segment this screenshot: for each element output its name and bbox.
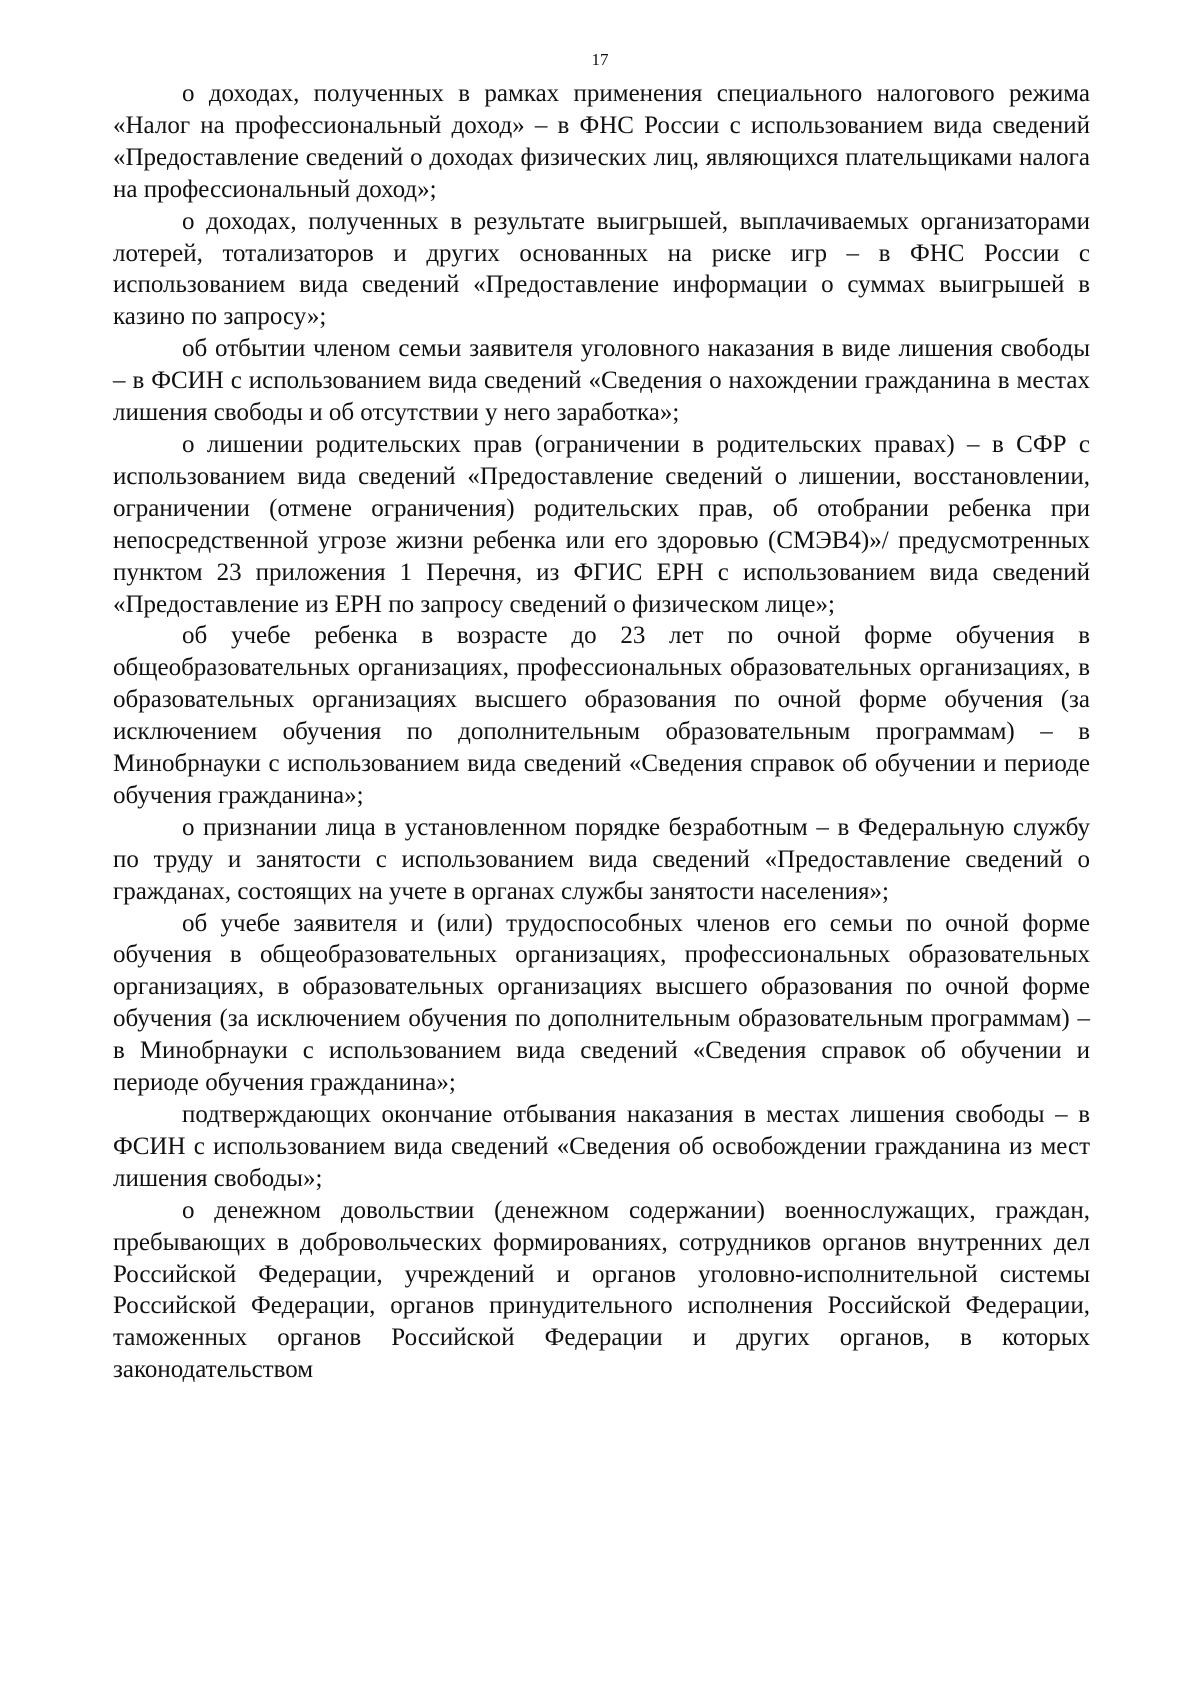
paragraph-child-education: об учебе ребенка в возрасте до 23 лет по очной форме обучения в общеобразовательных организациях, профессиональных образовательных организациях, в образовательных организациях высшего образования по очной форме обучения (за исключением обучения по дополнительным образовательным программам) – в Минобрнауки с использованием вида сведений «Сведения справок об обучении и периоде обучения гражданина»; [113, 622, 1090, 809]
paragraph-parental-rights: о лишении родительских прав (ограничении в родительских правах) – в СФР с использованием вида сведений «Предоставление сведений о лишении, восстановлении, ограничении (отмене ограничения) родительских прав, об отобрании ребенка при непосредственной угрозе жизни ребенка или его здоровью (СМЭВ4)»/ предусмотренных пунктом 23 приложения 1 Перечня, из ФГИС ЕРН с использованием вида сведений «Предоставление из ЕРН по запросу сведений о физическом лице»; [113, 430, 1090, 618]
paragraph-release-from-prison: подтверждающих окончание отбывания наказания в местах лишения свободы – в ФСИН с использованием вида сведений «Сведения об освобождении гражданина из мест лишения свободы»; [113, 1101, 1090, 1192]
paragraph-imprisonment: об отбытии членом семьи заявителя уголовного наказания в виде лишения свободы – в ФСИН с использованием вида сведений «Сведения о нахождении гражданина в местах лишения свободы и об отсутствии у него заработка»; [113, 335, 1090, 427]
paragraph-lottery-winnings: о доходах, полученных в результате выигрышей, выплачиваемых организаторами лотерей, тотализаторов и других основанных на риске игр – в ФНС России с использованием вида сведений «Предоставление информации о суммах выигрышей в казино по запросу»; [113, 207, 1090, 331]
paragraph-military-allowance: о денежном довольствии (денежном содержании) военнослужащих, граждан, пребывающих в добровольческих формированиях, сотрудников органов внутренних дел Российской Федерации, учреждений и органов уголовно-исполнительной системы Российской Федерации, органов принудительного исполнения Российской Федерации, таможенных органов Российской Федерации и других органов, в которых законодательством [113, 1196, 1090, 1384]
page-number: 17 [591, 50, 609, 69]
paragraph-applicant-education: об учебе заявителя и (или) трудоспособных членов его семьи по очной форме обучения в общеобразовательных организациях, профессиональных образовательных организациях, в образовательных организациях высшего образования по очной форме обучения (за исключением обучения по дополнительным образовательным программам) – в Минобрнауки с использованием вида сведений «Сведения справок об обучении и периоде обучения гражданина»; [113, 909, 1090, 1097]
paragraph-professional-income: о доходах, полученных в рамках применения специального налогового режима «Налог на профессиональный доход» – в ФНС России с использованием вида сведений «Предоставление сведений о доходах физических лиц, являющихся плательщиками налога на профессиональный доход»; [113, 80, 1090, 203]
document-body [113, 78, 1090, 1386]
paragraph-unemployment: о признании лица в установленном порядке безработным – в Федеральную службу по труду и занятости с использованием вида сведений «Предоставление сведений о гражданах, состоящих на учете в органах службы занятости населения»; [113, 813, 1090, 905]
